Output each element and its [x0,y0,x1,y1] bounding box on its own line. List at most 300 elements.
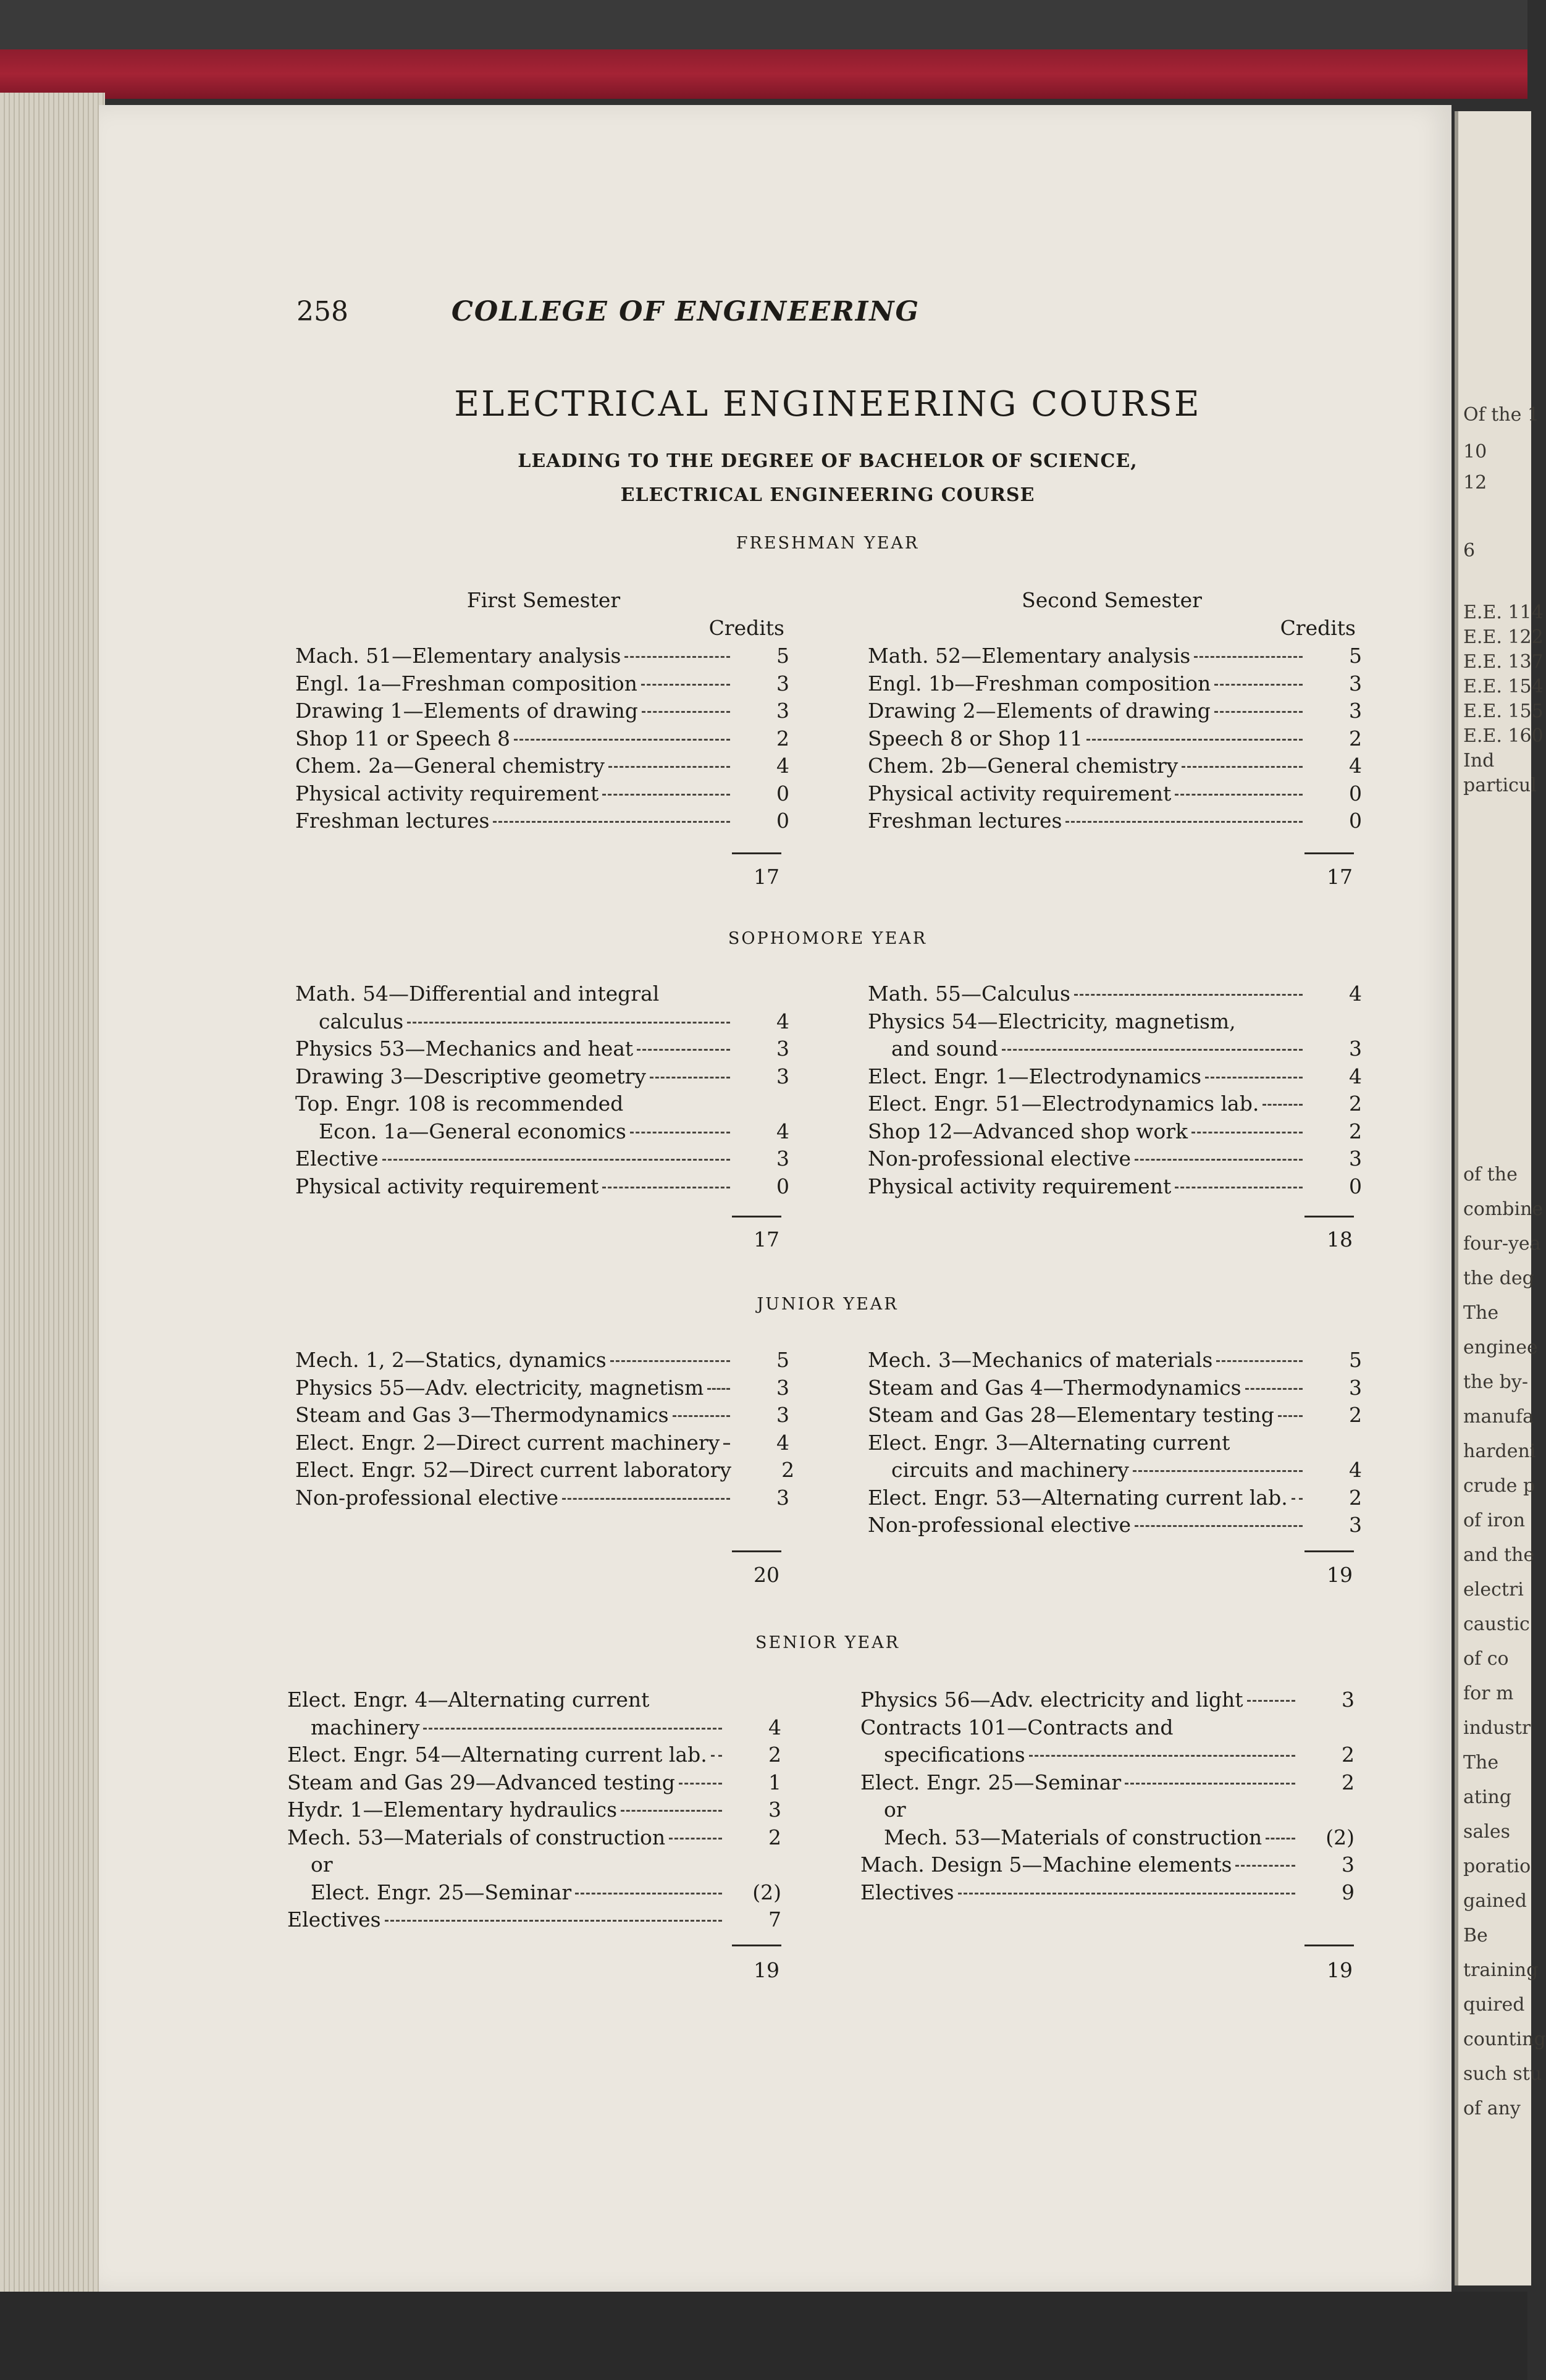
senior-second-total: 19 [1327,1958,1353,1982]
course-credits: 5 [776,1348,789,1372]
course-row [868,670,1362,698]
course-credits: 3 [776,699,789,723]
course-name: and sound [891,1037,998,1061]
dot-leader [679,1783,722,1785]
dot-leader [1065,821,1303,823]
course-name: or [884,1798,906,1822]
course-name: Non-professional elective [868,1146,1132,1171]
adjacent-page-text: The [1463,1752,1499,1773]
adjacent-page-text: E.E. 137 [1463,651,1544,673]
dot-leader [1292,1498,1303,1500]
course-name: Elect. Engr. 3—Alternating current [868,1430,1230,1455]
adjacent-page-text: and the [1463,1544,1535,1566]
course-name: Mech. 1, 2—Statics, dynamics [295,1348,607,1372]
senior-first-total: 19 [754,1958,779,1982]
course-row [287,1824,781,1852]
course-name: Steam and Gas 29—Advanced testing [287,1770,675,1794]
course-name: Elect. Engr. 25—Seminar [860,1770,1122,1794]
course-row [860,1741,1355,1769]
course-name: Physical activity requirement [868,781,1172,805]
course-name: machinery [311,1715,420,1739]
course-row [868,780,1362,808]
course-name: Hydr. 1—Elementary hydraulics [287,1798,618,1822]
dot-leader [1214,684,1303,686]
dot-leader [493,821,730,823]
adjacent-page-text: manufa [1463,1406,1534,1428]
course-row [295,1173,789,1201]
dot-leader [1074,994,1303,996]
course-row [868,1347,1362,1374]
adjacent-page-text: The [1463,1302,1499,1324]
total-rule [732,1216,781,1217]
dot-leader [707,1388,730,1390]
course-credits: 2 [1349,726,1362,751]
dot-leader [1278,1415,1303,1417]
course-row [860,1824,1355,1852]
course-credits: 4 [768,1715,781,1739]
course-credits: 4 [1349,1064,1362,1088]
course-credits: 4 [776,1430,789,1455]
adjacent-page-text: E.E. 160 [1463,725,1544,747]
total-rule [1304,1216,1354,1217]
sophomore-second-semester-list [868,980,1362,1200]
dot-leader [641,684,730,686]
course-credits: 4 [776,754,789,778]
course-name: Physical activity requirement [295,1174,599,1198]
course-row [295,1374,789,1402]
course-row [868,1429,1362,1457]
course-row [295,1118,789,1146]
dot-leader [1266,1838,1295,1840]
course-row [295,752,789,780]
course-row [295,725,789,753]
course-row [295,1090,789,1118]
course-name: Elect. Engr. 1—Electrodynamics [868,1064,1202,1088]
course-name: Physics 53—Mechanics and heat [295,1037,634,1061]
dot-leader [575,1893,722,1894]
course-row [868,1374,1362,1402]
freshman-year-heading: FRESHMAN YEAR [736,534,920,553]
course-name: Top. Engr. 108 is recommended [295,1091,624,1116]
dot-leader [1262,1104,1303,1106]
total-rule [1304,1945,1354,1946]
course-row [295,642,789,670]
dot-leader [1191,1132,1303,1133]
course-name: or [311,1852,333,1877]
adjacent-page-text: hardeni [1463,1440,1536,1462]
total-rule [1304,852,1354,854]
course-name: Mech. 3—Mechanics of materials [868,1348,1213,1372]
course-credits: 3 [776,671,789,696]
course-credits: 2 [1342,1743,1355,1767]
course-name: Shop 11 or Speech 8 [295,726,510,751]
course-name: Physics 55—Adv. electricity, magnetism [295,1375,704,1400]
course-credits: 0 [1349,781,1362,805]
course-name: circuits and machinery [891,1458,1129,1482]
course-name: Elect. Engr. 51—Electrodynamics lab. [868,1091,1259,1116]
course-name: Mech. 53—Materials of construction [884,1825,1262,1849]
junior-first-semester-list [295,1347,795,1512]
course-credits: 2 [1349,1119,1362,1143]
course-row [295,1429,789,1457]
course-credits: 2 [1349,1091,1362,1116]
adjacent-page-text: 12 [1463,472,1487,494]
adjacent-page-text: such stu [1463,2063,1542,2085]
course-row [295,807,789,835]
adjacent-page-text: of the [1463,1164,1518,1185]
adjacent-page-text: gained [1463,1890,1527,1912]
adjacent-page-text: the by- [1463,1371,1528,1393]
course-credits: 0 [1349,809,1362,833]
page-number: 258 [296,296,348,327]
course-credits: 5 [1349,1348,1362,1372]
course-name: Contracts 101—Contracts and [860,1715,1174,1739]
course-name: Elect. Engr. 2—Direct current machinery [295,1430,720,1455]
course-credits: 3 [1349,1375,1362,1400]
course-row [295,670,789,698]
course-credits: 3 [776,1146,789,1171]
course-row [868,807,1362,835]
course-name: Math. 54—Differential and integral [295,982,660,1006]
dot-leader [1175,1187,1303,1188]
freshman-second-semester-list [868,642,1362,835]
course-row [868,1512,1362,1539]
course-credits: 4 [1349,982,1362,1006]
course-name: Freshman lectures [295,809,490,833]
course-row [868,1457,1362,1484]
dot-leader [1216,1360,1303,1362]
degree-subtitle-line2: ELECTRICAL ENGINEERING COURSE [620,484,1035,506]
adjacent-page-text: E.E. 122 [1463,626,1544,648]
adjacent-page-text: electri [1463,1579,1524,1600]
course-row [287,1741,781,1769]
adjacent-page-text: 10 [1463,441,1487,463]
course-credits: 2 [768,1743,781,1767]
adjacent-page-text: combine [1463,1198,1544,1220]
dot-leader [637,1049,730,1051]
course-credits: 3 [776,1037,789,1061]
course-name: Elect. Engr. 53—Alternating current lab. [868,1485,1288,1510]
dot-leader [711,1755,722,1757]
dot-leader [610,1360,730,1362]
adjacent-page-text: Ind [1463,750,1495,772]
course-row [287,1851,781,1879]
dot-leader [1214,711,1303,713]
adjacent-page-text: the deg [1463,1268,1534,1289]
course-credits: 4 [1349,754,1362,778]
page-edges [0,93,105,2292]
course-row [295,780,789,808]
course-credits: 3 [1349,1146,1362,1171]
course-credits: 3 [1349,1037,1362,1061]
course-row [295,1008,789,1036]
course-name: Drawing 3—Descriptive geometry [295,1064,646,1088]
adjacent-page-text: caustic [1463,1613,1530,1635]
course-name: Electives [287,1907,381,1932]
course-name: Elect. Engr. 52—Direct current laboratory [295,1458,732,1482]
dot-leader [1247,1700,1295,1702]
course-row [295,1484,789,1512]
dot-leader [673,1415,730,1417]
course-name: Drawing 2—Elements of drawing [868,699,1211,723]
course-credits: 0 [776,809,789,833]
course-credits: 3 [1349,699,1362,723]
course-name: Elect. Engr. 54—Alternating current lab. [287,1743,707,1767]
course-credits: 3 [776,1375,789,1400]
adjacent-page-text: E.E. 114 [1463,602,1544,623]
course-credits: 3 [1349,671,1362,696]
course-credits: 5 [776,644,789,668]
course-row [868,1173,1362,1201]
course-name: Shop 12—Advanced shop work [868,1119,1188,1143]
total-rule [732,852,781,854]
degree-subtitle-line1: LEADING TO THE DEGREE OF BACHELOR OF SCIENCE, [518,450,1138,472]
course-row [868,725,1362,753]
adjacent-page-text: counting [1463,2029,1546,2050]
course-credits: 3 [776,1403,789,1427]
course-credits: 7 [768,1907,781,1932]
course-row [860,1686,1355,1714]
adjacent-page-text: industr [1463,1717,1531,1739]
adjacent-page-text: training [1463,1959,1539,1981]
course-name: Physical activity requirement [295,781,599,805]
dot-leader [1205,1077,1303,1079]
course-row [287,1906,781,1934]
course-name: Speech 8 or Shop 11 [868,726,1083,751]
course-credits: 2 [776,726,789,751]
course-row [860,1879,1355,1907]
dot-leader [1182,766,1303,768]
course-name: Engl. 1a—Freshman composition [295,671,637,696]
course-name: Mach. 51—Elementary analysis [295,644,621,668]
total-rule [1304,1550,1354,1552]
dot-leader [1194,656,1303,658]
running-head [296,293,1075,330]
dot-leader [1125,1783,1295,1785]
course-credits: 2 [781,1458,795,1482]
total-rule [732,1945,781,1946]
course-credits: 4 [1349,1458,1362,1482]
adjacent-page-text: of any [1463,2098,1521,2119]
course-row [868,1484,1362,1512]
dot-leader [1175,794,1303,796]
course-name: Steam and Gas 28—Elementary testing [868,1403,1274,1427]
course-credits: 2 [1349,1485,1362,1510]
dot-leader [1135,1159,1303,1161]
course-name: Chem. 2a—General chemistry [295,754,605,778]
course-row [868,1118,1362,1146]
course-name: Elect. Engr. 4—Alternating current [287,1688,650,1712]
course-credits: 3 [1342,1852,1355,1877]
sophomore-first-semester-list [295,980,789,1200]
course-credits: 2 [1349,1403,1362,1427]
freshman-first-total: 17 [754,865,779,889]
course-row [295,697,789,725]
course-name: Math. 52—Elementary analysis [868,644,1191,668]
junior-first-total: 20 [754,1563,779,1587]
course-row [295,1457,795,1484]
dot-leader [1002,1049,1303,1051]
credits-heading-second: Credits [1280,616,1356,640]
course-row [295,1145,789,1173]
course-name: Elect. Engr. 25—Seminar [311,1880,572,1904]
dot-leader [1086,739,1303,741]
dot-leader [630,1132,730,1133]
sophomore-second-total: 18 [1327,1227,1353,1251]
dot-leader [407,1022,730,1024]
first-semester-heading: First Semester [466,588,621,612]
total-rule [732,1550,781,1552]
course-credits: 2 [1342,1770,1355,1794]
adjacent-page-text: sales [1463,1821,1511,1843]
dot-leader [642,711,730,713]
freshman-first-semester-list [295,642,789,835]
course-row [295,1063,789,1091]
course-name: Engl. 1b—Freshman composition [868,671,1211,696]
course-name: Mech. 53—Materials of construction [287,1825,666,1849]
course-name: Electives [860,1880,954,1904]
dot-leader [723,1443,730,1445]
dot-leader [423,1728,722,1730]
adjacent-page-fragment [1455,111,1546,2285]
senior-year-heading: SENIOR YEAR [755,1633,900,1652]
course-name: specifications [884,1743,1025,1767]
course-credits: 0 [776,1174,789,1198]
course-row [295,1347,789,1374]
bottom-shadow [0,2292,1527,2380]
dot-leader [958,1893,1295,1894]
course-row [868,1090,1362,1118]
course-name: Econ. 1a—General economics [319,1119,626,1143]
course-credits: 1 [768,1770,781,1794]
senior-second-semester-list [860,1686,1355,1906]
dot-leader [621,1810,722,1812]
adjacent-page-text: quired [1463,1994,1525,2016]
sophomore-year-heading: SOPHOMORE YEAR [728,929,928,948]
dot-leader [602,794,730,796]
book-binding [0,0,1527,99]
course-row [860,1851,1355,1879]
dot-leader [385,1920,722,1922]
course-row [868,980,1362,1008]
course-row [868,1402,1362,1429]
course-name: Drawing 1—Elements of drawing [295,699,638,723]
course-row [295,1402,789,1429]
course-row [868,752,1362,780]
course-row [295,980,789,1008]
course-credits: 3 [776,1064,789,1088]
adjacent-page-text: enginee [1463,1337,1538,1358]
dot-leader [669,1838,722,1840]
course-name: Non-professional elective [295,1485,559,1510]
course-credits: 5 [1349,644,1362,668]
credits-heading-first: Credits [708,616,784,640]
course-row [860,1769,1355,1797]
course-credits: (2) [1325,1825,1355,1849]
junior-second-total: 19 [1327,1563,1353,1587]
dot-leader [562,1498,730,1500]
course-name: Elective [295,1146,379,1171]
course-credits: 3 [1349,1513,1362,1537]
course-row [868,1145,1362,1173]
freshman-second-total: 17 [1327,865,1353,889]
course-name: Chem. 2b—General chemistry [868,754,1178,778]
running-title: COLLEGE OF ENGINEERING [451,296,920,327]
dot-leader [1245,1388,1303,1390]
second-semester-heading: Second Semester [1022,588,1202,612]
course-row [868,1063,1362,1091]
adjacent-page-text: of co [1463,1648,1509,1670]
course-name: Steam and Gas 3—Thermodynamics [295,1403,669,1427]
course-credits: 0 [776,781,789,805]
course-credits: 4 [776,1119,789,1143]
course-credits: 4 [776,1009,789,1033]
dot-leader [1029,1755,1295,1757]
course-name: calculus [319,1009,404,1033]
course-credits: 0 [1349,1174,1362,1198]
course-row [287,1714,781,1742]
course-name: Non-professional elective [868,1513,1132,1537]
course-credits: (2) [752,1880,781,1904]
dot-leader [1235,1865,1295,1867]
course-row [868,1035,1362,1063]
junior-year-heading: JUNIOR YEAR [757,1295,899,1314]
dot-leader [1135,1525,1303,1527]
course-credits: 3 [768,1798,781,1822]
course-row [860,1796,1355,1824]
course-row [287,1879,781,1907]
dot-leader [602,1187,730,1188]
course-row [287,1769,781,1797]
course-name: Freshman lectures [868,809,1062,833]
course-row [295,1035,789,1063]
course-title: ELECTRICAL ENGINEERING COURSE [454,384,1201,424]
course-row [287,1686,781,1714]
course-name: Physics 54—Electricity, magnetism, [868,1009,1236,1033]
dot-leader [624,656,730,658]
course-credits: 9 [1342,1880,1355,1904]
course-name: Physical activity requirement [868,1174,1172,1198]
dot-leader [650,1077,730,1079]
senior-first-semester-list [287,1686,781,1934]
course-name: Steam and Gas 4—Thermodynamics [868,1375,1241,1400]
dot-leader [514,739,730,741]
sophomore-first-total: 17 [754,1227,779,1251]
junior-second-semester-list [868,1347,1362,1539]
dot-leader [1133,1470,1303,1472]
adjacent-page-text: for m [1463,1683,1514,1704]
adjacent-page-text: crude p [1463,1475,1535,1497]
course-row [868,697,1362,725]
course-row [860,1714,1355,1742]
course-name: Mach. Design 5—Machine elements [860,1852,1232,1877]
course-row [287,1796,781,1824]
adjacent-page-text: E.E. 155 [1463,700,1544,722]
course-name: Physics 56—Adv. electricity and light [860,1688,1243,1712]
dot-leader [608,766,730,768]
adjacent-page-text: poratio [1463,1856,1531,1877]
adjacent-page-text: of iron [1463,1510,1526,1531]
dot-leader [382,1159,730,1161]
course-row [868,642,1362,670]
course-credits: 3 [776,1485,789,1510]
adjacent-page-text: E.E. 154 [1463,676,1544,697]
adjacent-page-text: particul [1463,775,1537,796]
course-row [868,1008,1362,1036]
course-credits: 2 [768,1825,781,1849]
course-name: Math. 55—Calculus [868,982,1070,1006]
adjacent-page-text: Be [1463,1925,1488,1946]
